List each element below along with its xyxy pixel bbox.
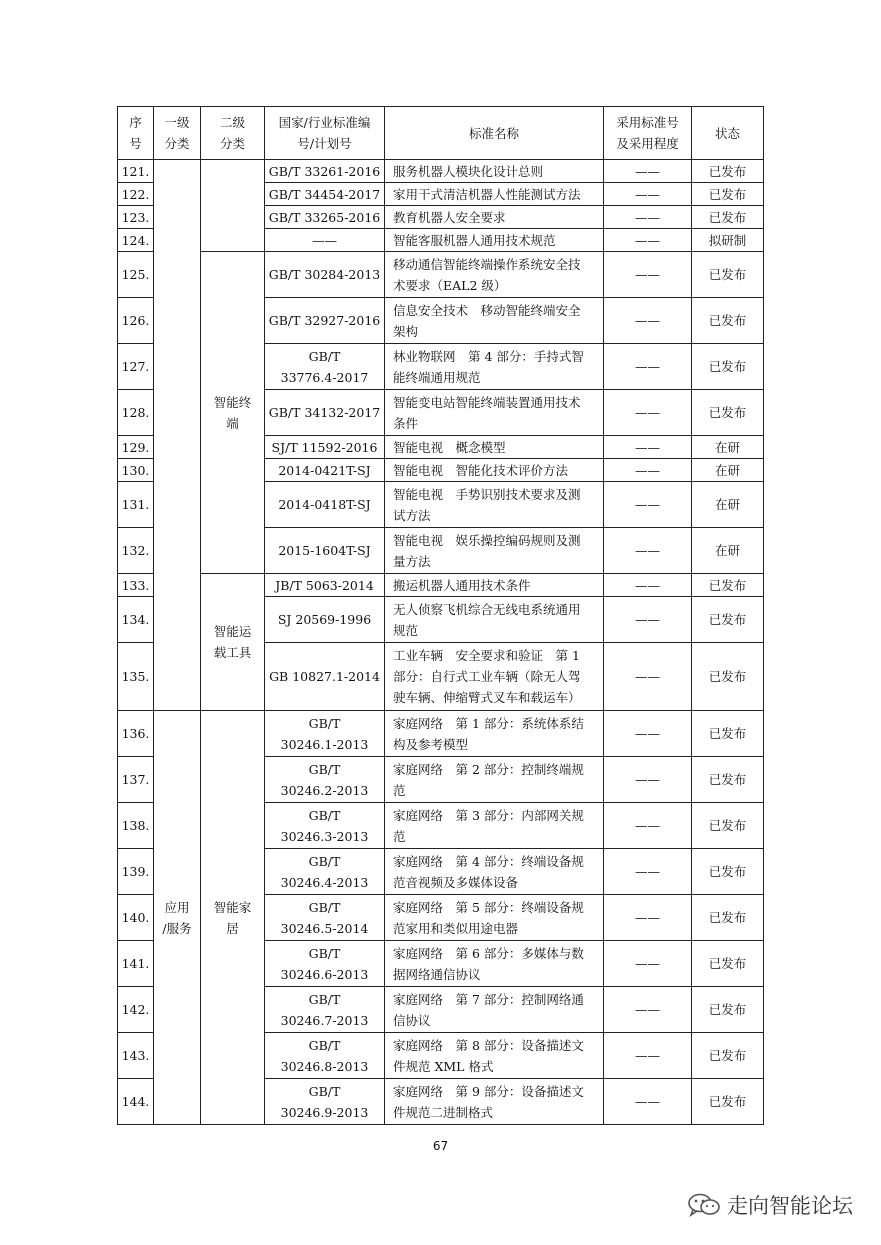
level1-category [154, 160, 201, 711]
status: 已发布 [692, 206, 764, 229]
status: 在研 [692, 459, 764, 482]
watermark-text: 走向智能论坛 [727, 1194, 853, 1218]
adoption: —— [604, 643, 692, 711]
row-number: 132. [118, 528, 154, 574]
standard-code: GB/T 30246.6-2013 [265, 941, 385, 987]
header-cell: 序 号 [118, 107, 154, 160]
row-number: 131. [118, 482, 154, 528]
status: 已发布 [692, 941, 764, 987]
adoption: —— [604, 482, 692, 528]
standard-code: 2015-1604T-SJ [265, 528, 385, 574]
status: 已发布 [692, 849, 764, 895]
row-number: 126. [118, 298, 154, 344]
status: 在研 [692, 528, 764, 574]
adoption: —— [604, 757, 692, 803]
adoption: —— [604, 459, 692, 482]
standard-code: —— [265, 229, 385, 252]
standard-code: 2014-0421T-SJ [265, 459, 385, 482]
adoption: —— [604, 711, 692, 757]
adoption: —— [604, 436, 692, 459]
row-number: 134. [118, 597, 154, 643]
adoption: —— [604, 597, 692, 643]
status: 已发布 [692, 183, 764, 206]
standard-name: 智能客服机器人通用技术规范 [385, 229, 604, 252]
row-number: 139. [118, 849, 154, 895]
standard-name: 智能电视 智能化技术评价方法 [385, 459, 604, 482]
adoption: —— [604, 803, 692, 849]
table-row [118, 160, 764, 183]
row-number: 141. [118, 941, 154, 987]
standard-name: 搬运机器人通用技术条件 [385, 574, 604, 597]
header-cell: 二级 分类 [201, 107, 265, 160]
adoption: —— [604, 206, 692, 229]
standard-name: 家庭网络 第 9 部分：设备描述文 件规范二进制格式 [385, 1079, 604, 1125]
standard-name: 家庭网络 第 2 部分：控制终端规 范 [385, 757, 604, 803]
status: 已发布 [692, 1079, 764, 1125]
row-number: 123. [118, 206, 154, 229]
status: 已发布 [692, 574, 764, 597]
adoption: —— [604, 229, 692, 252]
row-number: 136. [118, 711, 154, 757]
standard-name: 移动通信智能终端操作系统安全技 术要求（EAL2 级） [385, 252, 604, 298]
standard-code: GB/T 34454-2017 [265, 183, 385, 206]
standard-name: 服务机器人模块化设计总则 [385, 160, 604, 183]
level2-category: 智能终 端 [201, 252, 265, 574]
standard-code: GB/T 30246.5-2014 [265, 895, 385, 941]
standard-name: 工业车辆 安全要求和验证 第 1 部分：自行式工业车辆（除无人驾 驶车辆、伸缩臂式叉车和载运车） [385, 643, 604, 711]
level2-category: 智能运 载工具 [201, 574, 265, 711]
status: 已发布 [692, 987, 764, 1033]
standard-code: GB/T 33776.4-2017 [265, 344, 385, 390]
header-cell: 国家/行业标准编 号/计划号 [265, 107, 385, 160]
row-number: 144. [118, 1079, 154, 1125]
wechat-icon [687, 1192, 721, 1218]
standard-name: 智能变电站智能终端装置通用技术 条件 [385, 390, 604, 436]
status: 在研 [692, 482, 764, 528]
status: 已发布 [692, 757, 764, 803]
table-row [118, 574, 764, 597]
level2-category: 智能家 居 [201, 711, 265, 1125]
adoption: —— [604, 941, 692, 987]
header-cell: 一级 分类 [154, 107, 201, 160]
adoption: —— [604, 1079, 692, 1125]
standard-name: 信息安全技术 移动智能终端安全 架构 [385, 298, 604, 344]
adoption: —— [604, 252, 692, 298]
standard-code: GB/T 33261-2016 [265, 160, 385, 183]
level1-category: 应用 /服务 [154, 711, 201, 1125]
header-cell: 采用标准号 及采用程度 [604, 107, 692, 160]
standard-name: 教育机器人安全要求 [385, 206, 604, 229]
adoption: —— [604, 574, 692, 597]
standard-name: 家庭网络 第 4 部分：终端设备规 范音视频及多媒体设备 [385, 849, 604, 895]
row-number: 135. [118, 643, 154, 711]
adoption: —— [604, 528, 692, 574]
header-cell: 标准名称 [385, 107, 604, 160]
standard-code: GB/T 30246.9-2013 [265, 1079, 385, 1125]
adoption: —— [604, 1033, 692, 1079]
standard-name: 家庭网络 第 7 部分：控制网络通 信协议 [385, 987, 604, 1033]
standard-code: JB/T 5063-2014 [265, 574, 385, 597]
row-number: 129. [118, 436, 154, 459]
row-number: 133. [118, 574, 154, 597]
standard-name: 家庭网络 第 3 部分：内部网关规 范 [385, 803, 604, 849]
adoption: —— [604, 849, 692, 895]
adoption: —— [604, 895, 692, 941]
status: 已发布 [692, 895, 764, 941]
status: 在研 [692, 436, 764, 459]
row-number: 142. [118, 987, 154, 1033]
status: 已发布 [692, 1033, 764, 1079]
standard-code: GB/T 32927-2016 [265, 298, 385, 344]
standards-table [117, 106, 764, 1125]
standard-code: 2014-0418T-SJ [265, 482, 385, 528]
standard-code: GB/T 30246.4-2013 [265, 849, 385, 895]
row-number: 140. [118, 895, 154, 941]
adoption: —— [604, 298, 692, 344]
row-number: 128. [118, 390, 154, 436]
standard-code: SJ 20569-1996 [265, 597, 385, 643]
adoption: —— [604, 390, 692, 436]
standard-code: GB/T 34132-2017 [265, 390, 385, 436]
table-row [118, 711, 764, 757]
status: 已发布 [692, 298, 764, 344]
row-number: 124. [118, 229, 154, 252]
status: 已发布 [692, 252, 764, 298]
status: 已发布 [692, 597, 764, 643]
page-number: 67 [432, 1139, 449, 1153]
standard-name: 家庭网络 第 6 部分：多媒体与数 据网络通信协议 [385, 941, 604, 987]
table-header-row [118, 107, 764, 160]
row-number: 122. [118, 183, 154, 206]
standard-code: GB/T 30246.7-2013 [265, 987, 385, 1033]
standard-name: 智能电视 娱乐操控编码规则及测 量方法 [385, 528, 604, 574]
watermark [687, 1190, 853, 1220]
standard-name: 林业物联网 第 4 部分：手持式智 能终端通用规范 [385, 344, 604, 390]
status: 已发布 [692, 160, 764, 183]
row-number: 127. [118, 344, 154, 390]
standard-name: 家庭网络 第 1 部分：系统体系结 构及参考模型 [385, 711, 604, 757]
standard-code: GB/T 33265-2016 [265, 206, 385, 229]
standard-code: GB/T 30246.2-2013 [265, 757, 385, 803]
row-number: 137. [118, 757, 154, 803]
header-cell: 状态 [692, 107, 764, 160]
standard-code: GB/T 30246.8-2013 [265, 1033, 385, 1079]
row-number: 143. [118, 1033, 154, 1079]
status: 拟研制 [692, 229, 764, 252]
standard-name: 家用干式清洁机器人性能测试方法 [385, 183, 604, 206]
standard-name: 智能电视 概念模型 [385, 436, 604, 459]
status: 已发布 [692, 390, 764, 436]
adoption: —— [604, 344, 692, 390]
adoption: —— [604, 987, 692, 1033]
row-number: 138. [118, 803, 154, 849]
standard-code: GB/T 30246.3-2013 [265, 803, 385, 849]
status: 已发布 [692, 643, 764, 711]
standard-code: GB/T 30284-2013 [265, 252, 385, 298]
standard-code: SJ/T 11592-2016 [265, 436, 385, 459]
status: 已发布 [692, 803, 764, 849]
standard-code: GB/T 30246.1-2013 [265, 711, 385, 757]
status: 已发布 [692, 711, 764, 757]
standard-code: GB 10827.1-2014 [265, 643, 385, 711]
adoption: —— [604, 183, 692, 206]
standard-name: 智能电视 手势识别技术要求及测 试方法 [385, 482, 604, 528]
status: 已发布 [692, 344, 764, 390]
table-row [118, 252, 764, 298]
adoption: —— [604, 160, 692, 183]
level2-category [201, 160, 265, 252]
row-number: 125. [118, 252, 154, 298]
standard-name: 家庭网络 第 8 部分：设备描述文 件规范 XML 格式 [385, 1033, 604, 1079]
standard-name: 无人侦察飞机综合无线电系统通用 规范 [385, 597, 604, 643]
row-number: 121. [118, 160, 154, 183]
standard-name: 家庭网络 第 5 部分：终端设备规 范家用和类似用途电器 [385, 895, 604, 941]
row-number: 130. [118, 459, 154, 482]
